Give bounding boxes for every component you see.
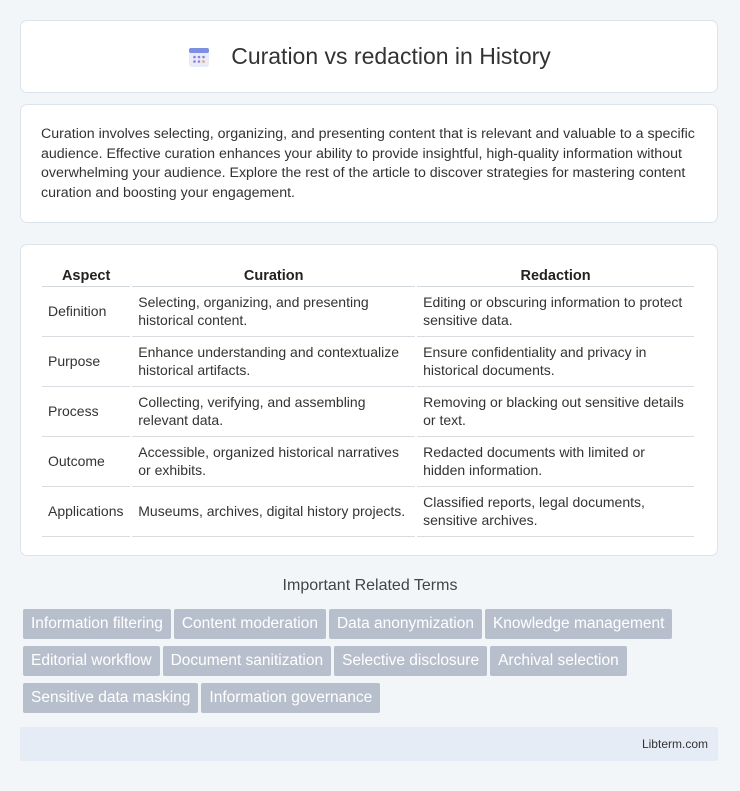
table-row — [42, 487, 694, 537]
row-curation: Enhance understanding and contextualize historical artifacts. — [132, 337, 415, 387]
row-curation: Collecting, verifying, and assembling relevant data. — [132, 387, 415, 437]
column-header-aspect: Aspect — [42, 265, 130, 287]
related-terms-list — [23, 609, 723, 720]
row-aspect: Applications — [42, 487, 130, 537]
intro-card — [20, 104, 718, 223]
comparison-table-card — [20, 244, 718, 556]
row-redaction: Removing or blacking out sensitive details or text. — [417, 387, 694, 437]
page-title: Curation vs redaction in History — [231, 43, 551, 69]
tag-information-governance[interactable]: Information governance — [201, 683, 380, 713]
row-aspect: Purpose — [42, 337, 130, 387]
tag-information-filtering[interactable]: Information filtering — [23, 609, 171, 639]
column-header-redaction: Redaction — [417, 265, 694, 287]
footer — [20, 727, 718, 761]
column-header-curation: Curation — [132, 265, 415, 287]
tag-archival-selection[interactable]: Archival selection — [490, 646, 627, 676]
footer-site-link[interactable]: Libterm.com — [641, 737, 708, 751]
table-header-row — [42, 265, 694, 287]
tag-data-anonymization[interactable]: Data anonymization — [329, 609, 482, 639]
table-row — [42, 287, 694, 337]
row-aspect: Outcome — [42, 437, 130, 487]
table-row — [42, 387, 694, 437]
row-redaction: Ensure confidentiality and privacy in historical documents. — [417, 337, 694, 387]
tag-selective-disclosure[interactable]: Selective disclosure — [334, 646, 487, 676]
row-curation: Selecting, organizing, and presenting historical content. — [132, 287, 415, 337]
tag-content-moderation[interactable]: Content moderation — [174, 609, 326, 639]
row-aspect: Process — [42, 387, 130, 437]
calendar-grid-icon — [187, 45, 211, 69]
table-row — [42, 337, 694, 387]
comparison-table — [40, 265, 696, 537]
tag-sensitive-data-masking[interactable]: Sensitive data masking — [23, 683, 198, 713]
tag-knowledge-management[interactable]: Knowledge management — [485, 609, 672, 639]
row-aspect: Definition — [42, 287, 130, 337]
intro-text: Curation involves selecting, organizing, and presenting content that is relevant and valuable to a specific audience. Effective curation enhances your ability to provide insightful, high-quality information without overwhelming your audience. Explore the rest of the article to discover strategies for mastering content curation and boosting your engagement. — [41, 126, 695, 201]
tag-editorial-workflow[interactable]: Editorial workflow — [23, 646, 160, 676]
header-card — [20, 20, 718, 93]
row-curation: Accessible, organized historical narratives or exhibits. — [132, 437, 415, 487]
related-terms-title: Important Related Terms — [282, 577, 458, 594]
row-redaction: Redacted documents with limited or hidden information. — [417, 437, 694, 487]
row-redaction: Classified reports, legal documents, sensitive archives. — [417, 487, 694, 537]
table-row — [42, 437, 694, 487]
row-redaction: Editing or obscuring information to protect sensitive data. — [417, 287, 694, 337]
tag-document-sanitization[interactable]: Document sanitization — [163, 646, 332, 676]
row-curation: Museums, archives, digital history projects. — [132, 487, 415, 537]
